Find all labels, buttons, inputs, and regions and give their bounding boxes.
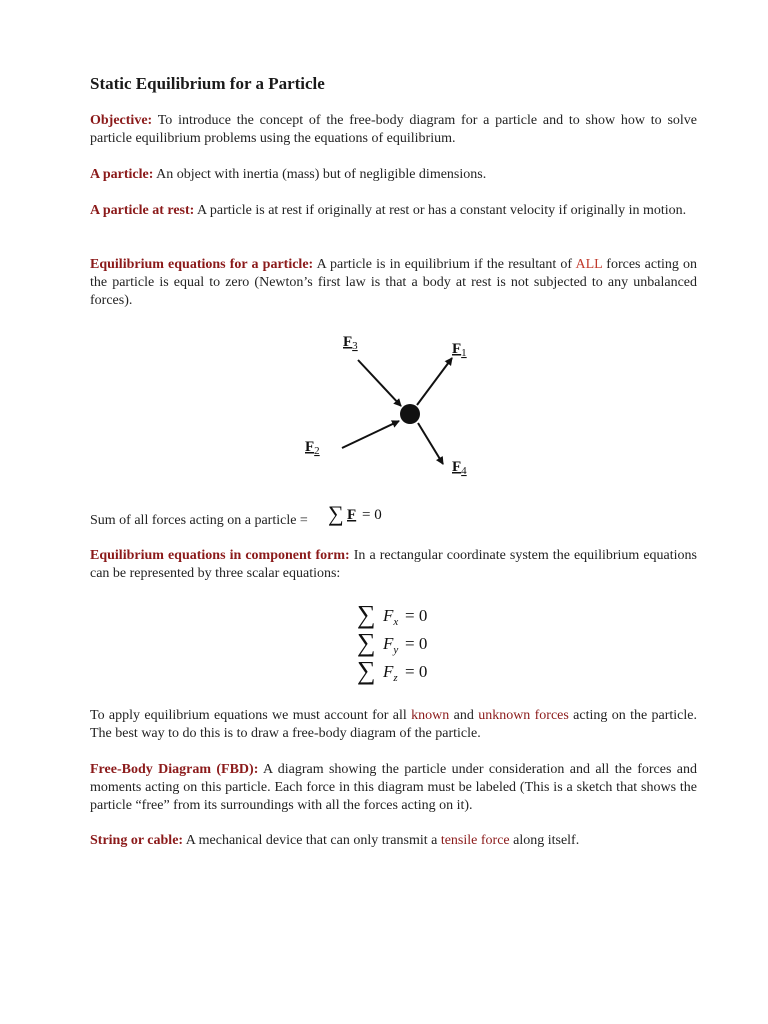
apply-text-a: To apply equilibrium equations we must account for all — [90, 708, 412, 723]
label-f2: $F_2$ — [305, 439, 320, 457]
svg-text:Fy: $F_y$ — [383, 634, 399, 656]
svg-text:∑: ∑ — [357, 600, 376, 629]
component-equation-y — [357, 628, 427, 657]
component-equation-z — [357, 656, 427, 685]
particle-dot — [400, 404, 420, 424]
label-f4: $F_4$ — [452, 459, 467, 477]
particle-term: A particle: — [90, 167, 154, 182]
force-arrow-f4 — [418, 423, 443, 464]
component-form-term: Equilibrium equations in component form: — [90, 548, 350, 563]
sum-line: Sum of all forces acting on a particle = — [90, 513, 308, 528]
unknown-forces-highlight: unknown forces — [478, 708, 569, 723]
string-paragraph — [90, 832, 697, 850]
particle-at-rest-text: A particle is at rest if originally at rest or has a constant velocity if originally in motion. — [194, 203, 687, 218]
equilibrium-equations-term: Equilibrium equations for a particle: — [90, 257, 314, 272]
sum-vector: F — [347, 507, 357, 523]
equilibrium-text-b: forces acting on the particle is equal to zero (Newton’s first law is that a body at rest is not subjected to any unbalanced forces). — [90, 257, 697, 308]
equilibrium-text-a: A particle is in equilibrium if the resultant of — [313, 257, 576, 272]
svg-text:Fx: $F_x$ — [383, 606, 399, 628]
tensile-force-highlight: tensile force — [440, 833, 510, 848]
all-highlight: ALL — [575, 257, 603, 272]
string-text-b: along itself. — [509, 833, 580, 848]
svg-text:∑: ∑ — [357, 656, 376, 685]
apply-text-c: acting on the particle. The best way to do this is to draw a free-body diagram of the particle. — [90, 708, 697, 741]
sum-equals: = 0 — [362, 507, 382, 523]
label-f1: $F_1$ — [452, 341, 467, 359]
component-equation-x — [357, 600, 427, 629]
svg-text:Fz: $F_z$ — [383, 662, 398, 684]
particle-text: An object with inertia (mass) but of negligible dimensions. — [153, 167, 487, 182]
svg-text:∑: ∑ — [357, 628, 376, 657]
particle-at-rest-term: A particle at rest: — [90, 203, 195, 218]
fbd-text: A diagram showing the particle under consideration and all the forces and moments acting on this particle. Each force in this diagram must be labeled (This is a sketch that shows the particle “free” from its surroundings with all the forces acting on it). — [90, 762, 698, 813]
objective-text: To introduce the concept of the free-body diagram for a particle and to show how to solve particle equilibrium problems using the equations of equilibrium. — [90, 113, 697, 146]
objective-term: Objective: — [90, 113, 153, 128]
string-term: String or cable: — [90, 833, 184, 848]
svg-text:= 0: = 0 — [405, 662, 428, 681]
sum-sigma: ∑ — [328, 501, 344, 526]
apply-paragraph — [90, 707, 697, 743]
string-text-a: A mechanical device that can only transmit a — [183, 833, 441, 848]
fbd-term: Free-Body Diagram (FBD): — [90, 762, 259, 777]
force-arrow-f1 — [417, 358, 452, 405]
page-title: Static Equilibrium for a Particle — [90, 74, 325, 93]
known-highlight: known — [411, 708, 450, 723]
fbd-paragraph — [90, 761, 697, 815]
force-arrow-f3 — [358, 360, 401, 406]
component-form-text: In a rectangular coordinate system the equilibrium equations can be represented by three scalar equations: — [90, 548, 697, 581]
svg-text:= 0: = 0 — [405, 634, 428, 653]
apply-text-b: and — [449, 708, 479, 723]
svg-text:= 0: = 0 — [405, 606, 428, 625]
force-arrow-f2 — [342, 421, 399, 448]
label-f3: $F_3$ — [343, 334, 358, 352]
component-form-paragraph — [90, 547, 697, 583]
